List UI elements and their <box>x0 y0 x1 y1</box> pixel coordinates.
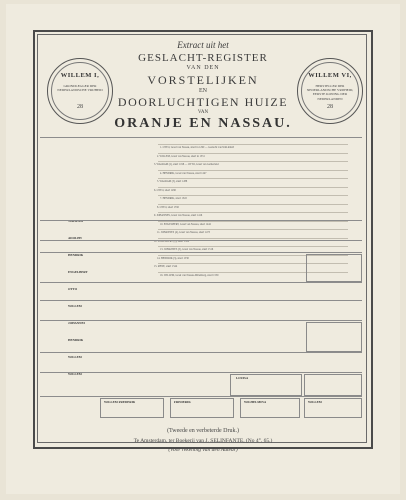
rule <box>40 282 362 283</box>
rule <box>40 396 362 397</box>
lineage-rule <box>158 212 348 213</box>
left-name: WILLEM <box>68 356 82 359</box>
rule <box>40 137 362 138</box>
lineage-entry: 15. RENÉ, stierf 1544 <box>154 265 178 268</box>
title-line-1: Extract uit het <box>177 40 229 50</box>
left-name: WILLEM <box>68 305 82 308</box>
rule <box>40 300 362 301</box>
lineage-entry: 2. WILLEM, Graaf van Nassau, stierf in 1331 <box>157 154 205 158</box>
lineage-rule <box>158 195 348 196</box>
title-line-7: VAN <box>197 110 209 115</box>
left-name: WILLEM <box>68 373 82 376</box>
left-name: ADOLPH <box>68 237 82 240</box>
left-name: HENDRIK <box>68 339 84 342</box>
lineage-entry: 4. HENDRIK, Graaf van Nassau, stierf 1247 <box>160 171 207 175</box>
rule <box>40 240 362 241</box>
left-name: ENGELBERT <box>68 271 88 274</box>
branch-box <box>306 322 362 352</box>
branch-box <box>306 254 362 282</box>
lineage-entry: 14. HENDRIK (3), stierf 1538 <box>157 256 189 260</box>
rule <box>40 372 362 373</box>
title-line-8: ORANJE EN NASSAU. <box>114 116 292 131</box>
title-line-4: VORSTELIJKEN <box>147 73 259 87</box>
medal-number: 28 <box>327 104 333 110</box>
lineage-rule <box>158 246 348 247</box>
bottom-name: WILLEM FREDERIK <box>104 401 136 404</box>
bottom-name: WILLEM <box>308 401 322 404</box>
lineage-rule <box>158 170 348 171</box>
price-note: (Voor rekening van den Auteur) <box>168 447 238 453</box>
title-line-3: VAN DEN <box>186 65 220 71</box>
rule <box>40 220 362 221</box>
lineage-entry: 13. JOHANNES (5), Graaf van Nassau, stierf 1516 <box>160 248 214 251</box>
medal-number: 28 <box>77 104 83 110</box>
lineage-rule <box>158 204 348 205</box>
lineage-rule <box>158 153 348 154</box>
lineage-rule <box>158 238 348 239</box>
lineage-entry: 6. OTTO, stierf 1290 <box>154 188 176 192</box>
lineage-entry: 3. WALRAM (2), stierf 1198 — OTTO, Graaf van Gelderland <box>154 163 219 166</box>
left-name: JOHANNES <box>68 322 86 325</box>
publisher-note: Te Amsterdam, ter Boekerij van J. SELINFANTE, (No 4°. 65.) <box>133 438 273 444</box>
medal-sub: HERSTELLER DER NEDERLANDSCHE VRIJHEID, EERSTE KONING DER NEDERLANDEN <box>306 84 354 101</box>
lineage-rule <box>158 161 348 162</box>
medal-name: WILLEM VI, <box>308 72 352 79</box>
left-name: OTTO <box>68 288 78 291</box>
rule <box>40 352 362 353</box>
bottom-name: FREDERIK <box>174 401 191 404</box>
medal-sub: GRONDLEGGER DER NEDERLANDSCHE VRIJHEID <box>57 84 103 93</box>
medal-name: WILLEM I, <box>60 72 100 79</box>
rule <box>40 252 362 253</box>
lineage-rule <box>158 187 348 188</box>
title-line-5: EN <box>199 88 207 94</box>
bottom-name: WILHELMINA <box>244 401 267 404</box>
bottom-name: LOUISA <box>236 377 249 380</box>
lineage-rule <box>158 178 348 179</box>
title-line-6: DOORLUCHTIGEN HUIZE <box>117 95 289 109</box>
lineage-entry: 8. OTTO, stierf 1350 <box>157 205 179 209</box>
lineage-entry: 9. JOHANNES, Graaf van Nassau, stierf 1416 <box>154 214 203 217</box>
left-name: HENDRIK <box>68 254 84 257</box>
branch-box <box>304 374 362 396</box>
lineage-entry: 16. WILLEM, Graaf van Nassau-Dillenburg, stierf 1559 <box>160 273 219 277</box>
lineage-entry: 5. WALRAM (3), stierf 1288 <box>157 180 188 183</box>
lineage-rule <box>158 229 348 230</box>
lineage-entry: 12. ENGELBERT (2), stierf 1504 <box>154 239 189 243</box>
lineage-entry: 10. ENGELBERT, Graaf van Nassau, stierf 1442 <box>160 222 211 226</box>
rule <box>40 320 362 321</box>
lineage-entry: 1. OTTO, Graaf van Nassau, stierf in 1290 — Geslacht van WALRAM <box>160 146 234 149</box>
edition-note: (Tweede en verbeterde Druk.) <box>167 428 239 434</box>
left-name: WALRAM <box>68 220 83 223</box>
lineage-rule <box>158 144 348 145</box>
title-line-2: GESLACHT-REGISTER <box>138 52 268 64</box>
lineage-entry: 11. JOHANNES (4), Graaf van Nassau, stierf 1475 <box>157 231 211 234</box>
lineage-entry: 7. HENDRIK, stierf 1343 <box>160 197 187 200</box>
